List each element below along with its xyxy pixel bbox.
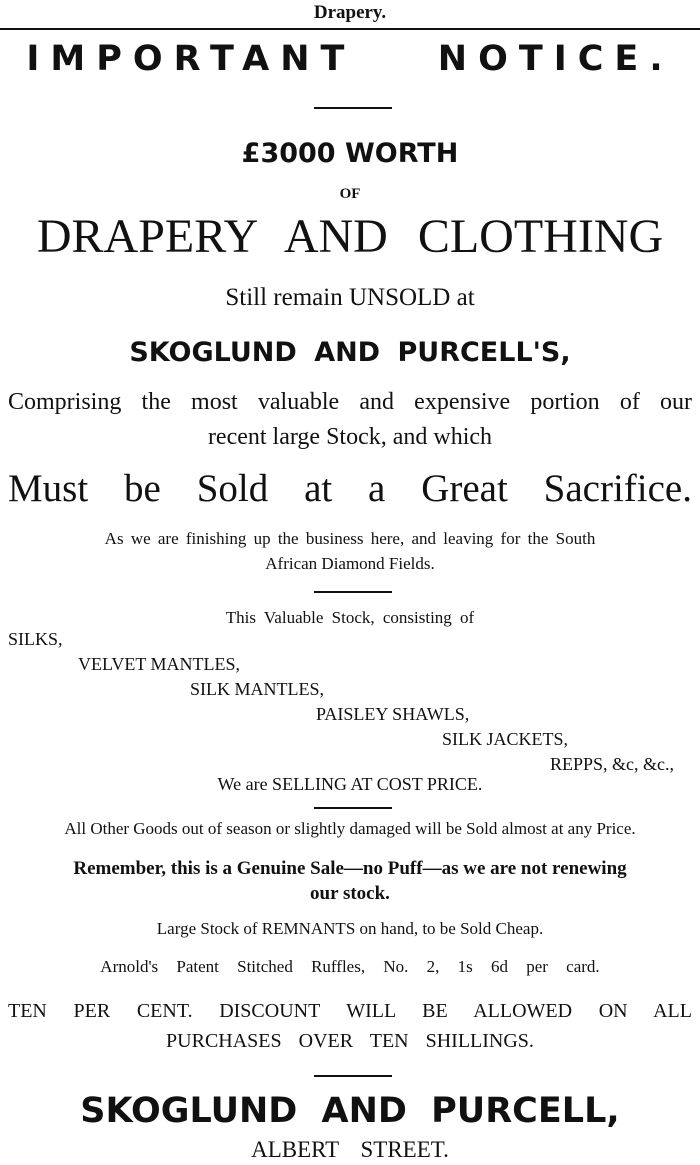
divider [314, 107, 392, 109]
divider [314, 591, 392, 593]
header-rule [0, 28, 700, 30]
signature-firm: SKOGLUND AND PURCELL, [80, 1091, 620, 1131]
notice-title [0, 39, 700, 79]
item-repps: REPPS, &c, &c., [550, 754, 675, 774]
comprising-line-1: Comprising the most valuable and expensive portion of our [8, 389, 692, 415]
unsold-text: Still remain UNSOLD at [225, 284, 475, 311]
sacrifice-heading: Must be Sold at a Great Sacrifice. [8, 467, 692, 510]
genuine-line-1: Remember, this is a Genuine Sale—no Puff—as we are not renewing [73, 858, 627, 879]
item-silk-jackets: SILK JACKETS, [442, 729, 569, 749]
reason-line-2: African Diamond Fields. [265, 554, 435, 573]
ruffles-text: Arnold's Patent Stitched Ruffles, No. 2, 1s 6d per card. [100, 957, 600, 976]
notice-title-word-2: NOTICE. [437, 39, 674, 79]
other-goods-text: All Other Goods out of season or slightly damaged will be Sold almost at any Price. [64, 819, 636, 838]
cost-price-text: We are SELLING AT COST PRICE. [217, 774, 483, 794]
item-velvet-mantles: VELVET MANTLES, [78, 654, 240, 674]
genuine-line-2: our stock. [310, 883, 390, 904]
signature-address: ALBERT STREET. [251, 1137, 449, 1162]
discount-line-2: PURCHASES OVER TEN SHILLINGS. [166, 1030, 534, 1052]
section-header: Drapery. [313, 2, 387, 23]
item-silk-mantles: SILK MANTLES, [190, 679, 324, 699]
comprising-line-2: recent large Stock, and which [207, 424, 493, 450]
reason-line-1: As we are finishing up the business here, and leaving for the South [104, 529, 596, 548]
remnants-text: Large Stock of REMNANTS on hand, to be Sold Cheap. [156, 919, 544, 938]
firm-name: SKOGLUND AND PURCELL'S, [129, 337, 571, 368]
goods-heading: DRAPERY AND CLOTHING [36, 210, 664, 263]
discount-line-1: TEN PER CENT. DISCOUNT WILL BE ALLOWED ON ALL [8, 1000, 692, 1022]
of-text: OF [339, 186, 361, 202]
divider [314, 807, 392, 809]
notice-title-word-1: IMPORTANT [26, 39, 356, 79]
divider [314, 1075, 392, 1077]
stock-intro: This Valuable Stock, consisting of [225, 608, 475, 627]
item-paisley-shawls: PAISLEY SHAWLS, [316, 704, 470, 724]
item-silks: SILKS, [8, 629, 63, 649]
amount-heading: £3000 WORTH [241, 138, 459, 169]
